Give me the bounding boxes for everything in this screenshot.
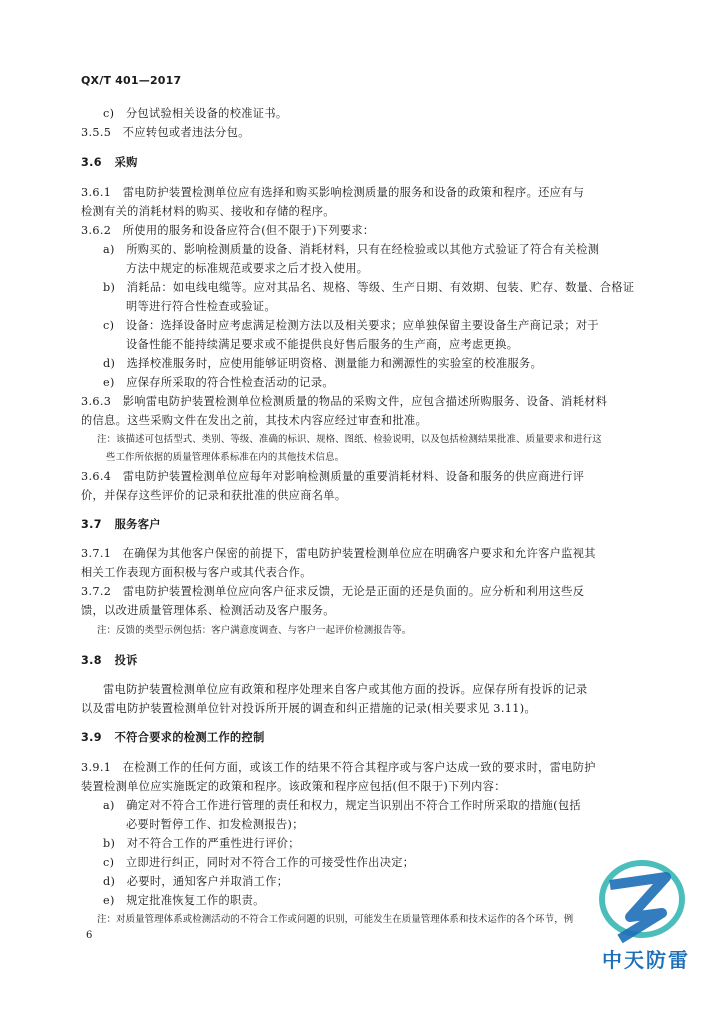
section-title: 采购 bbox=[114, 156, 138, 169]
list-item: d) 选择校准服务时，应使用能够证明资格、测量能力和溯源性的实验室的校准服务。 bbox=[103, 357, 543, 370]
list-item: c) 立即进行纠正，同时对不符合工作的可接受性作出决定； bbox=[103, 856, 415, 869]
note-text: 注：该描述可包括型式、类别、等级、准确的标识、规格、图纸、检验说明，以及包括检测结果批准、质量要求和进行这 bbox=[97, 434, 602, 445]
section-number: 3.7 bbox=[81, 518, 102, 531]
clause-text: 3.6.3 影响雷电防护装置检测单位检测质量的物品的采购文件，应包含描述所购服务、设备、消耗材料 bbox=[81, 395, 608, 408]
list-item-continuation: 方法中规定的标准规范或要求之后才投入使用。 bbox=[126, 262, 369, 275]
clause-text: 3.7.1 在确保为其他客户保密的前提下，雷电防护装置检测单位应在明确客户要求和允许客户监视其 bbox=[81, 547, 596, 560]
list-item: e) 应保存所采取的符合性检查活动的记录。 bbox=[103, 376, 334, 389]
clause-text: 以及雷电防护装置检测单位针对投诉所开展的调查和纠正措施的记录(相关要求见 3.11)。 bbox=[81, 702, 536, 715]
section-number: 3.8 bbox=[81, 654, 102, 667]
clause-text: 雷电防护装置检测单位应有政策和程序处理来自客户或其他方面的投诉。应保存所有投诉的记录 bbox=[103, 683, 588, 696]
section-number: 3.9 bbox=[81, 731, 102, 744]
list-item: b) 消耗品：如电线电缆等。应对其品名、规格、等级、生产日期、有效期、包装、贮存、数量、合格证 bbox=[103, 281, 635, 294]
list-item: c) 设备：选择设备时应考虑满足检测方法以及相关要求；应单独保留主要设备生产商记录；对于 bbox=[103, 319, 599, 332]
standard-header: QX/T 401—2017 bbox=[81, 74, 182, 87]
section-heading bbox=[81, 518, 651, 532]
clause-text: 价，并保存这些评价的记录和获批准的供应商名单。 bbox=[81, 489, 347, 502]
list-item: a) 确定对不符合工作进行管理的责任和权力，规定当识别出不符合工作时所采取的措施(包括 bbox=[103, 799, 581, 812]
clause-text: 3.6.2 所使用的服务和设备应符合(但不限于)下列要求： bbox=[81, 224, 375, 237]
clause-text: 3.7.2 雷电防护装置检测单位应向客户征求反馈，无论是正面的还是负面的。应分析和利用这些反 bbox=[81, 585, 585, 598]
section-title: 服务客户 bbox=[114, 518, 161, 531]
note-text: 注：反馈的类型示例包括：客户满意度调查、与客户一起评价检测报告等。 bbox=[97, 625, 412, 636]
clause-text: 检测有关的消耗材料的购买、接收和存储的程序。 bbox=[81, 205, 335, 218]
list-item: c) 分包试验相关设备的校准证书。 bbox=[103, 107, 288, 120]
note-text: 注：对质量管理体系或检测活动的不符合工作或问题的识别，可能发生在质量管理体系和技术运作的各个环节，例 bbox=[97, 914, 574, 925]
page-number: 6 bbox=[86, 930, 93, 941]
section-number: 3.6 bbox=[81, 156, 102, 169]
list-item-continuation: 必要时暂停工作、扣发检测报告)； bbox=[126, 818, 304, 831]
section-title: 不符合要求的检测工作的控制 bbox=[114, 731, 265, 744]
section-heading bbox=[81, 731, 651, 745]
section-heading bbox=[81, 654, 651, 668]
list-item: a) 所购买的、影响检测质量的设备、消耗材料，只有在经检验或以其他方式验证了符合有关检测 bbox=[103, 243, 600, 256]
clause-text: 相关工作表现方面积极与客户或其代表合作。 bbox=[81, 566, 312, 579]
note-continuation: 些工作所依据的质量管理体系标准在内的其他技术信息。 bbox=[106, 452, 345, 463]
clause-text: 3.9.1 在检测工作的任何方面，或该工作的结果不符合其程序或与客户达成一致的要求时，雷电防护 bbox=[81, 761, 596, 774]
list-item-continuation: 明等进行符合性检查或验证。 bbox=[126, 300, 276, 313]
clause-text: 的信息。这些采购文件在发出之前，其技术内容应经过审查和批准。 bbox=[81, 414, 428, 427]
clause-text: 馈，以改进质量管理体系、检测活动及客户服务。 bbox=[81, 604, 335, 617]
section-title: 投诉 bbox=[114, 654, 138, 667]
list-item-continuation: 设备性能不能持续满足要求或不能提供良好售后服务的生产商，应考虑更换。 bbox=[126, 338, 519, 351]
clause-text: 装置检测单位应实施既定的政策和程序。该政策和程序应包括(但不限于)下列内容： bbox=[81, 780, 506, 793]
watermark-text: 中天防雷 bbox=[602, 948, 690, 972]
section-heading bbox=[81, 156, 651, 170]
list-item: d) 必要时，通知客户并取消工作； bbox=[103, 875, 289, 888]
list-item: e) 规定批准恢复工作的职责。 bbox=[103, 894, 265, 907]
clause-text: 3.6.4 雷电防护装置检测单位应每年对影响检测质量的重要消耗材料、设备和服务的供应商进行评 bbox=[81, 470, 585, 483]
clause-text: 3.5.5 不应转包或者违法分包。 bbox=[81, 126, 250, 139]
clause-text: 3.6.1 雷电防护装置检测单位应有选择和购买影响检测质量的服务和设备的政策和程序。还应有与 bbox=[81, 186, 585, 199]
list-item: b) 对不符合工作的严重性进行评价； bbox=[103, 837, 300, 850]
